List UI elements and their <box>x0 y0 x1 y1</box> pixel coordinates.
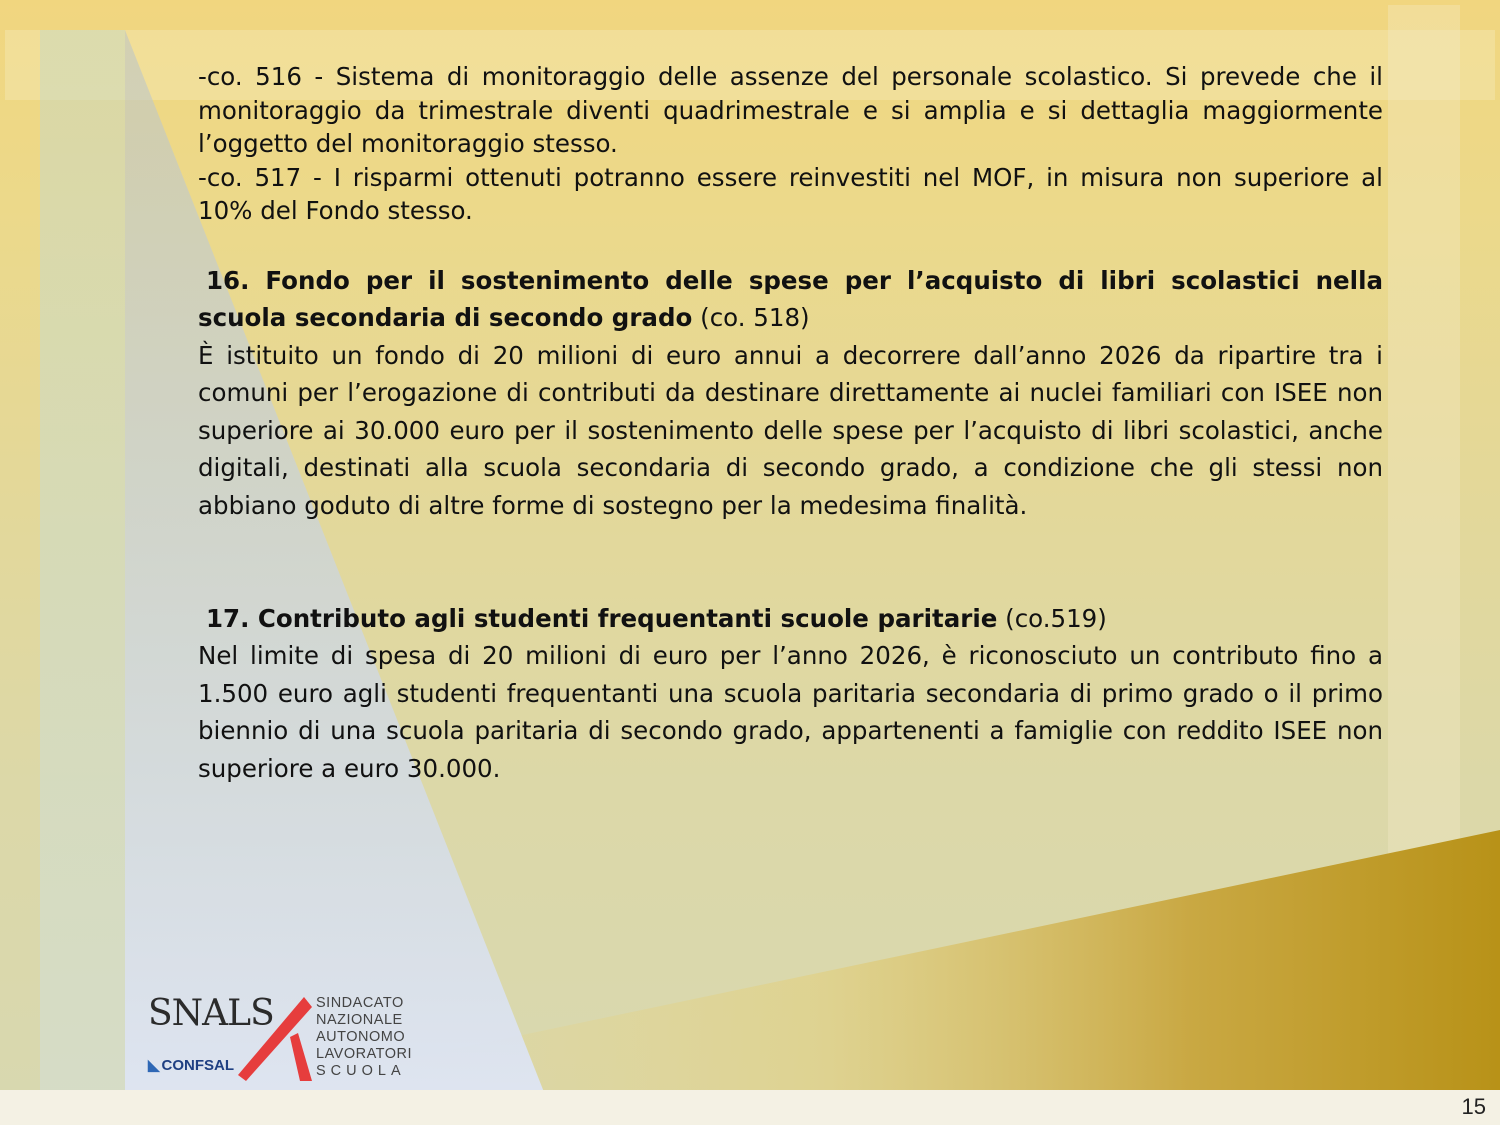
logo-line: LAVORATORI <box>316 1046 413 1062</box>
snals-logo <box>148 993 418 1085</box>
logo-line: SINDACATO <box>316 995 404 1011</box>
paragraph-co-517: -co. 517 - I risparmi ottenuti potranno essere reinvestiti nel MOF, in misura non superiore al 10% del Fondo stesso. <box>198 162 1383 225</box>
snals-wordmark: SNALS <box>148 993 274 1034</box>
section-17-heading <box>198 600 1383 638</box>
section-17-body: Nel limite di spesa di 20 milioni di euro per l’anno 2026, è riconosciuto un contributo fino a 1.500 euro agli studenti frequentanti una scuola paritaria secondaria di primo grado o il primo biennio di una scuola paritaria di secondo grado, appartenenti a famiglie con reddito ISEE non superiore a euro 30.000. <box>198 641 1383 784</box>
swoosh-icon <box>238 993 328 1085</box>
section-17-title: 17. Contributo agli studenti frequentanti scuole paritarie <box>206 603 998 633</box>
section-16-body: È istituito un fondo di 20 milioni di euro annui a decorrere dall’anno 2026 da ripartire tra i comuni per l’erogazione di contributi da destinare direttamente ai nuclei familiari con ISEE non superiore ai 30.000 euro per il sostenimento delle spese per l’acquisto di libri scolastici, anche digitali, destinati alla scuola secondaria di secondo grado, a condizione che gli stessi non abbiano goduto di altre forme di sostegno per la medesima finalità. <box>198 340 1383 521</box>
section-16-ref: (co. 518) <box>692 303 810 333</box>
logo-line: SCUOLA <box>316 1063 406 1079</box>
logo-text-lines <box>316 995 412 1080</box>
confsal-icon: ◣ <box>148 1057 160 1074</box>
page-number: 15 <box>1461 1094 1486 1119</box>
logo-line: AUTONOMO <box>316 1029 406 1045</box>
section-17-ref: (co.519) <box>997 603 1107 633</box>
section-16-heading <box>198 262 1383 337</box>
paragraph-co-516: -co. 516 - Sistema di monitoraggio delle assenze del personale scolastico. Si prevede che il monitoraggio da trimestrale diventi quadrimestrale e si amplia e si dettaglia maggiormente l’oggetto del monitoraggio stesso. <box>198 62 1383 158</box>
section-16-title: 16. Fondo per il sostenimento delle spese per l’acquisto di libri scolastici nella scuola secondaria di secondo grado <box>198 265 1383 333</box>
confsal-label: ◣ CONFSAL <box>148 1057 235 1074</box>
slide-content <box>198 60 1383 788</box>
logo-line: NAZIONALE <box>316 1012 403 1028</box>
